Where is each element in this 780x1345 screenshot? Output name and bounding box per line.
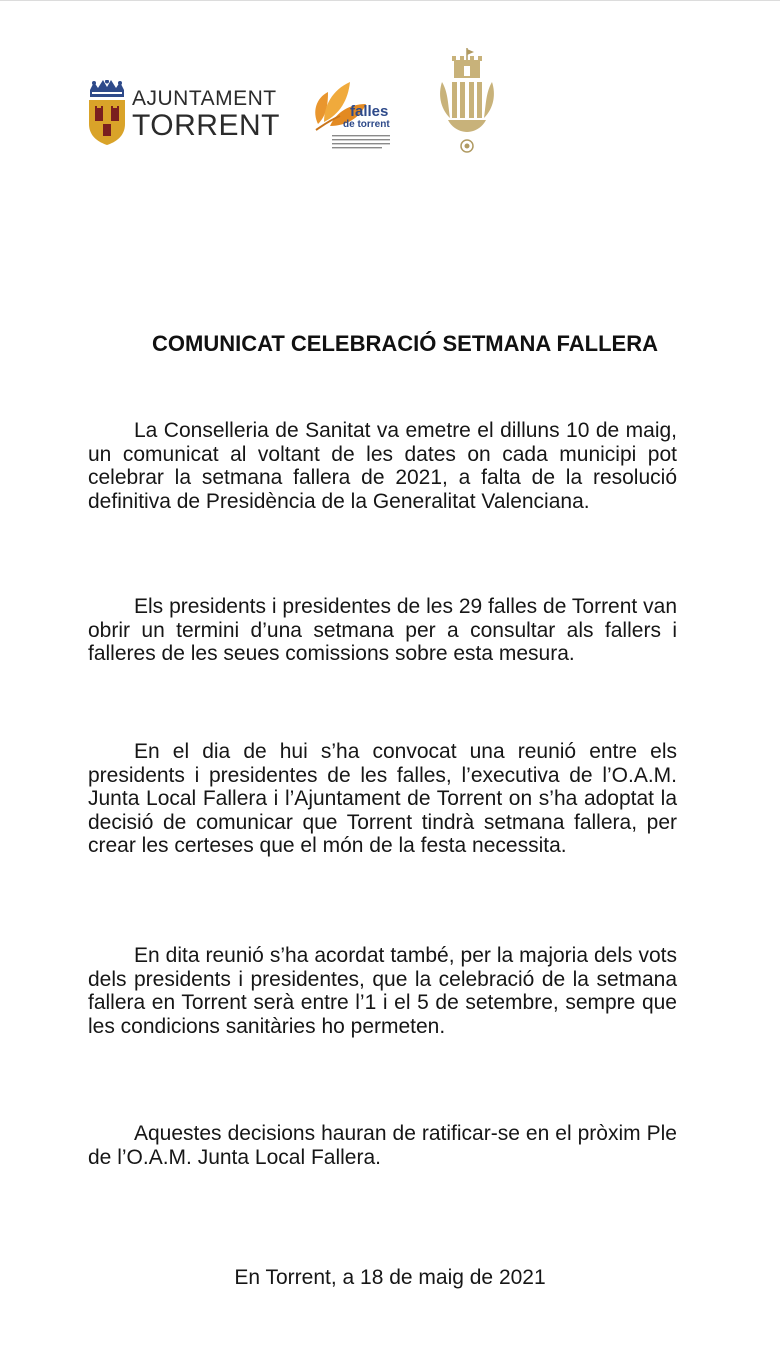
coat-of-arms-icon [86,80,128,146]
ajuntament-wordmark [132,88,280,141]
paragraph-4: En dita reunió s’ha acordat també, per la majoria dels vots dels presidents i presidentes, que la celebració de la setmana fallera en Torrent serà entre l’1 i el 5 de setembre, sempre que les condicions sanitàries ho permeten. [88,944,677,1038]
ajuntament-torrent-logo [86,80,280,150]
top-divider [0,0,780,1]
falles-de-torrent-logo [310,76,400,154]
falles-wordmark: falles [350,103,389,120]
paragraph-5: Aquestes decisions hauran de ratificar-se en el pròxim Ple de l’O.A.M. Junta Local Fallera. [88,1122,677,1169]
junta-emblem-icon [436,48,498,154]
fine-print-lines [332,133,392,149]
paragraph-2: Els presidents i presidentes de les 29 falles de Torrent van obrir un termini d’una setmana per a consultar als fallers i falleres de les seues comissions sobre esta mesura. [88,595,677,666]
de-torrent-wordmark: de torrent [343,119,390,130]
paragraph-1: La Conselleria de Sanitat va emetre el dilluns 10 de maig, un comunicat al voltant de les dates on cada municipi pot celebrar la setmana fallera de 2021, a falta de la resolució definitiva de Presidència de la Generalitat Valenciana. [88,419,677,513]
junta-local-fallera-logo [436,48,498,154]
paragraph-3: En el dia de hui s’ha convocat una reunió entre els presidents i presidentes de les falles, l’executiva de l’O.A.M. Junta Local Fallera i l’Ajuntament de Torrent on s’ha adoptat la decisió de comunicar que Torrent tindrà setmana fallera, per crear les certeses que el món de la festa necessita. [88,740,677,858]
ajuntament-word: AJUNTAMENT [132,87,277,110]
signoff-date-line: En Torrent, a 18 de maig de 2021 [234,1266,546,1289]
document-title: COMUNICAT CELEBRACIÓ SETMANA FALLERA [152,331,658,356]
torrent-word: TORRENT [132,109,280,142]
